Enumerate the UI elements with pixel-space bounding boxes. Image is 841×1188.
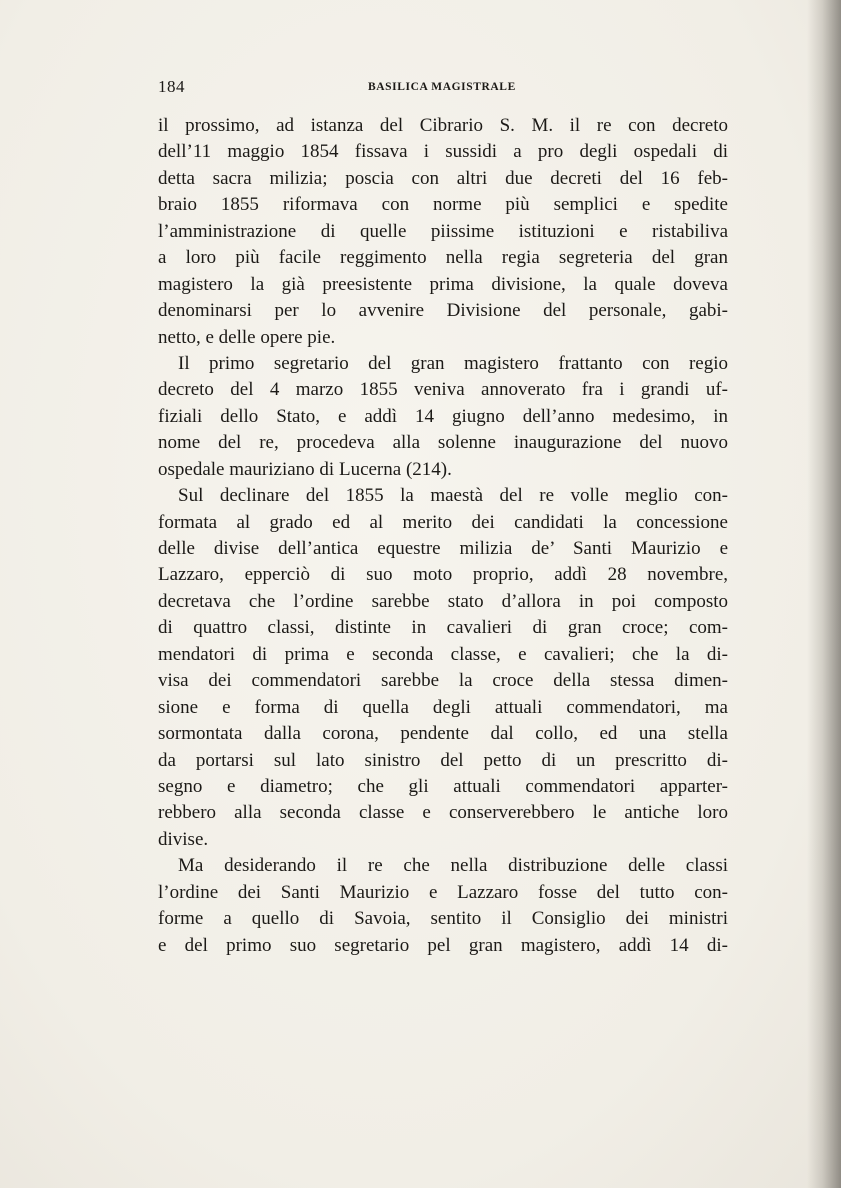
text-line: fiziali dello Stato, e addì 14 giugno dell’anno medesimo, in bbox=[158, 405, 728, 427]
text-line: Lazzaro, epperciò di suo moto proprio, addì 28 novembre, bbox=[158, 564, 728, 586]
text-line: mendatori di prima e seconda classe, e cavalieri; che la di- bbox=[158, 643, 728, 665]
page-header bbox=[158, 77, 728, 101]
text-line: delle divise dell’antica equestre milizia de’ Santi Maurizio e bbox=[158, 538, 728, 559]
text-line: dell’11 maggio 1854 fissava i sussidi a pro degli ospedali di bbox=[158, 141, 728, 163]
text-line: forme a quello di Savoia, sentito il Consiglio dei ministri bbox=[158, 908, 728, 930]
text-line-paragraph-end: netto, e delle opere pie. bbox=[158, 326, 336, 348]
page-edge-shadow bbox=[807, 0, 841, 1188]
text-line: decretava che l’ordine sarebbe stato d’allora in poi composto bbox=[158, 590, 728, 612]
text-line: sormontata dalla corona, pendente dal collo, ed una stella bbox=[158, 723, 728, 745]
text-line: di quattro classi, distinte in cavalieri di gran croce; com- bbox=[158, 617, 728, 639]
text-line: magistero la già preesistente prima divisione, la quale doveva bbox=[158, 273, 728, 295]
text-line: decreto del 4 marzo 1855 veniva annoverato fra i grandi uf- bbox=[158, 379, 728, 401]
text-line: formata al grado ed al merito dei candidati la concessione bbox=[158, 511, 728, 533]
text-line: l’ordine dei Santi Maurizio e Lazzaro fosse del tutto con- bbox=[158, 881, 728, 903]
text-line-paragraph-end: divise. bbox=[158, 828, 209, 850]
text-line: da portarsi sul lato sinistro del petto di un prescritto di- bbox=[158, 749, 728, 771]
text-line-paragraph-start: Sul declinare del 1855 la maestà del re volle meglio con- bbox=[178, 485, 728, 507]
text-line: sione e forma di quella degli attuali commendatori, ma bbox=[158, 696, 728, 718]
page-number: 184 bbox=[158, 77, 185, 96]
text-line-paragraph-start: Il primo segretario del gran magistero frattanto con regio bbox=[178, 352, 728, 374]
text-line: braio 1855 riformava con norme più semplici e spedite bbox=[158, 194, 728, 216]
body-text bbox=[158, 113, 728, 959]
text-line: nome del re, procedeva alla solenne inaugurazione del nuovo bbox=[158, 432, 728, 454]
text-line: a loro più facile reggimento nella regia segreteria del gran bbox=[158, 247, 728, 269]
text-line: segno e diametro; che gli attuali commendatori apparter- bbox=[158, 775, 728, 797]
text-line: rebbero alla seconda classe e conserverebbero le antiche loro bbox=[158, 802, 728, 824]
text-line: il prossimo, ad istanza del Cibrario S. M. il re con decreto bbox=[158, 115, 728, 136]
text-line: e del primo suo segretario pel gran magistero, addì 14 di- bbox=[158, 934, 728, 956]
text-line-paragraph-start: Ma desiderando il re che nella distribuzione delle classi bbox=[178, 855, 728, 877]
text-line: l’amministrazione di quelle piissime istituzioni e ristabiliva bbox=[158, 220, 728, 242]
text-line-paragraph-end: ospedale mauriziano di Lucerna (214). bbox=[158, 458, 452, 480]
text-line: visa dei commendatori sarebbe la croce della stessa dimen- bbox=[158, 670, 728, 692]
text-line: detta sacra milizia; poscia con altri due decreti del 16 feb- bbox=[158, 167, 728, 189]
running-title: BASILICA MAGISTRALE bbox=[368, 81, 516, 93]
text-line: denominarsi per lo avvenire Divisione del personale, gabi- bbox=[158, 300, 728, 322]
